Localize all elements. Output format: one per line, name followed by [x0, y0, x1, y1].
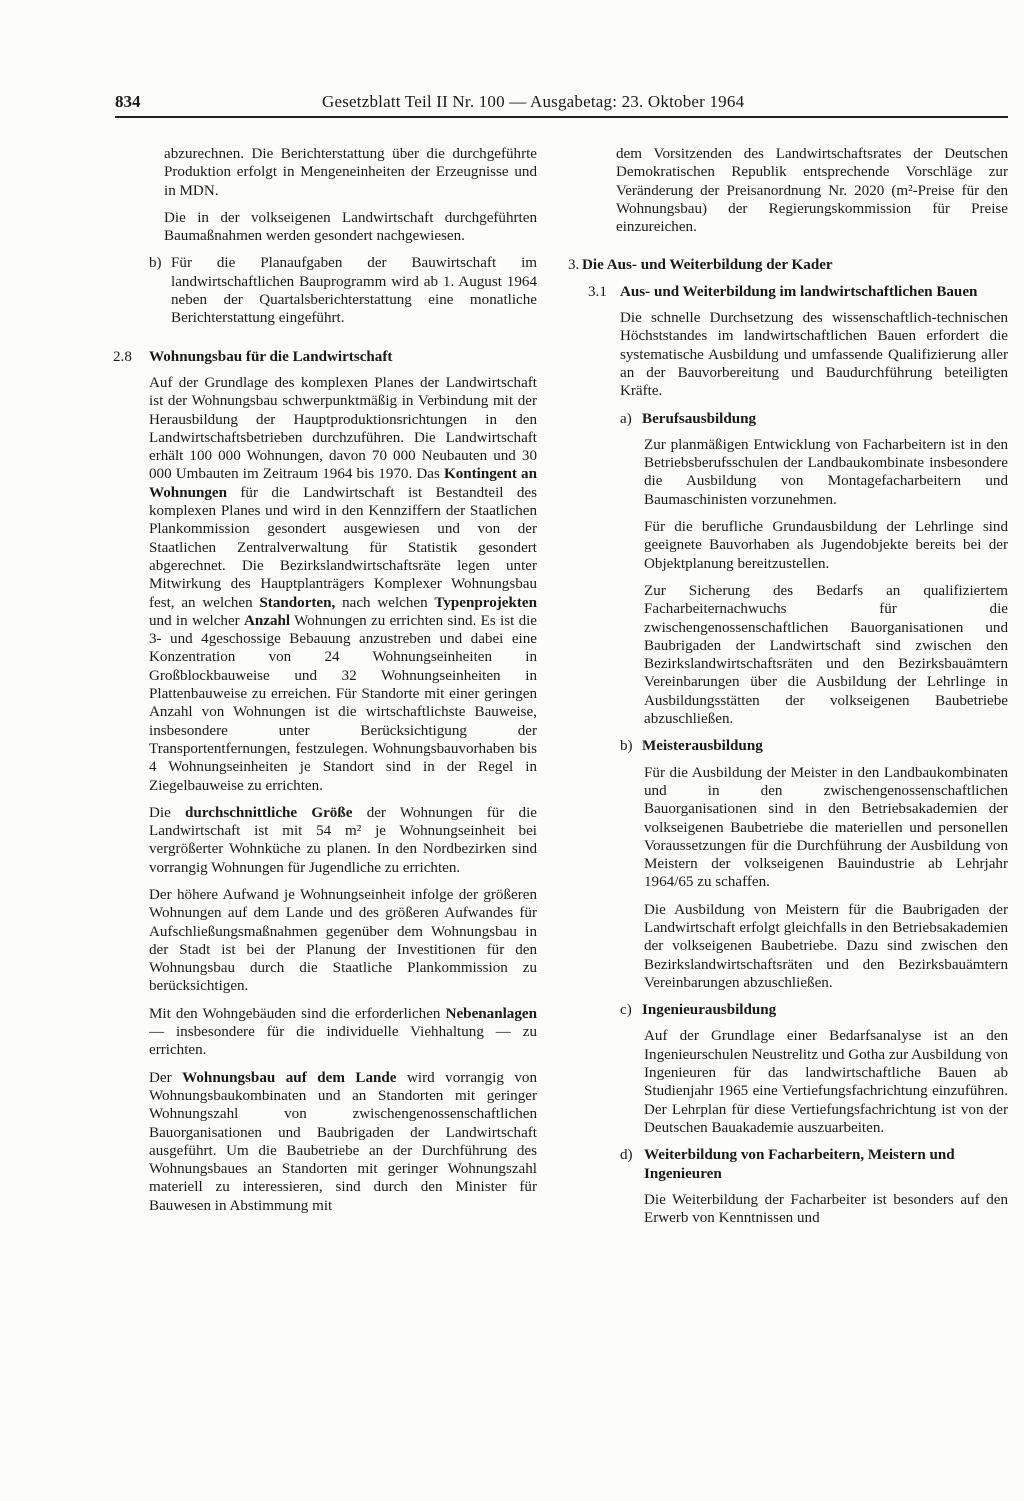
subsection-marker: b) [620, 738, 633, 755]
paragraph: Auf der Grundlage des komplexen Planes der Landwirtschaft ist der Wohnungsbau schwerpunktmäßig in Verbindung mit der Herausbildung der Hauptproduktionsrichtungen in den Landwirtschaftsbetrieben durchzuführen. Die Landwirtschaft erhält 100 000 Wohnungen, davon 70 000 Neubauten und 30 000 Umbauten im Zeitraum 1964 bis 1970. Das Kontingent an Wohnungen für die Landwirtschaft ist Bestandteil des komplexen Planes und wird in den Kennziffern der Staatlichen Plankommission gesondert ausgewiesen und von der Staatlichen Zentralverwaltung für Statistik gesondert abgerechnet. Die Bezirkslandwirtschaftsräte legen unter Mitwirkung des Hauptplanträgers Komplexer Wohnungsbau fest, an welchen Standorten, nach welchen Typenprojekten und in welcher Anzahl Wohnungen zu errichten sind. Es ist die 3- und 4geschossige Bebauung anzustreben und dabei eine Konzentration von 24 Wohnungseinheiten in Großblockbauweise und 32 Wohnungseinheiten in Plattenbauweise zu erreichen. Für Standorte mit einer geringen Anzahl von Wohnungen ist die wirtschaftlichste Bauweise, insbesondere unter Berücksichtigung der Transportentfernungen, festzulegen. Wohnungsbauvorhaben bis 4 Wohnungseinheiten je Standort sind in der Regel in Ziegelbauweise zu errichten. [149, 374, 538, 794]
subsection-marker: a) [620, 410, 632, 427]
paragraph: Für die berufliche Grundausbildung der Lehrlinge sind geeignete Bauvorhaben als Jugendobjekte bereits bei der Objektplanung bereitzustellen. [644, 519, 1008, 572]
section-heading-3 [568, 256, 1008, 274]
paragraph: Die durchschnittliche Größe der Wohnungen für die Landwirtschaft ist mit 54 m² je Wohnungseinheit bei vergrößerter Wohnküche zu planen. In den Nordbezirken sind vorrangig Wohnungen für Jugendliche zu errichten. [149, 804, 537, 876]
subsection-marker: c) [620, 1002, 632, 1019]
section-heading-2-8 [113, 348, 537, 366]
section-heading-3-1 [588, 283, 1008, 301]
paragraph: abzurechnen. Die Berichterstattung über die durchgeführte Produktion erfolgt in Mengeneinheiten der Erzeugnisse und in MDN. [164, 146, 537, 199]
section-number: 3.1 [588, 283, 607, 300]
subsection-a-heading [620, 410, 1008, 428]
section-title: Wohnungsbau für die Landwirtschaft [149, 348, 393, 365]
list-item-b [149, 254, 537, 327]
page-number: 834 [115, 92, 141, 111]
subsection-title: Berufsausbildung [642, 410, 757, 427]
paragraph: Zur Sicherung des Bedarfs an qualifiziertem Facharbeiternachwuchs für die zwischengenossenschaftlichen Bauorganisationen und Baubrigaden der Landwirtschaft sind zwischen den Bezirkslandwirtschaftsräten und den Bezirksbauämtern Vereinbarungen über die Ausbildung der Lehrlinge in Ausbildungsstätten der volkseigenen Baubetriebe abzuschließen. [644, 582, 1008, 728]
paragraph: Der höhere Aufwand je Wohnungseinheit infolge der größeren Wohnungen auf dem Lande und des größeren Aufwandes für Aufschließungsmaßnahmen gegenüber dem Wohnungsbau in der Stadt ist bei der Planung der Investitionen für den Wohnungsbau durch die Staatliche Plankommission zu berücksichtigen. [149, 886, 537, 995]
section-number: 2.8 [113, 348, 132, 365]
running-title: Gesetzblatt Teil II Nr. 100 — Ausgabetag: 23. Oktober 1964 [322, 92, 745, 111]
right-column [568, 145, 1008, 1236]
subsection-marker: d) [620, 1147, 633, 1164]
subsection-c-heading [620, 1001, 1008, 1019]
page-header [115, 88, 1008, 118]
paragraph: Auf der Grundlage einer Bedarfsanalyse ist an den Ingenieurschulen Neustrelitz und Gotha zur Ausbildung von Ingenieuren für das landwirtschaftliche Bauen ab Studienjahr 1965 eine Vertiefungsfachrichtung einzuführen. Der Lehrplan für diese Vertiefungsfachrichtung ist von der Deutschen Bauakademie auszuarbeiten. [644, 1028, 1008, 1136]
paragraph: Die Weiterbildung der Facharbeiter ist besonders auf den Erwerb von Kenntnissen und [644, 1191, 1008, 1227]
paragraph: Die schnelle Durchsetzung des wissenschaftlich-technischen Höchststandes im landwirtschaftlichen Bauen erfordert die systematische Ausbildung und umfassende Qualifizierung aller an der Bauvorbereitung und Baudurchführung beteiligten Kräfte. [620, 310, 1008, 400]
paragraph: Der Wohnungsbau auf dem Lande wird vorrangig von Wohnungsbaukombinaten und an Standorten mit geringer Wohnungszahl von zwischengenossenschaftlichen Bauorganisationen und Baubrigaden der Landwirtschaft ausgeführt. Um die Baubetriebe an der Durchführung des Wohnungsbaues an Standorten mit geringer Wohnungszahl materiell zu interessieren, sind durch den Minister für Bauwesen in Abstimmung mit [149, 1069, 537, 1214]
subsection-title: Ingenieurausbildung [642, 1002, 777, 1019]
list-marker: b) [149, 255, 162, 272]
paragraph: dem Vorsitzenden des Landwirtschaftsrates der Deutschen Demokratischen Republik entsprechende Vorschläge zur Veränderung der Preisanordnung Nr. 2020 (m²-Preise für den Wohnungsbau) der Regierungskommission für Preise einzureichen. [616, 146, 1008, 236]
list-item-text: Für die Planaufgaben der Bauwirtschaft im landwirtschaftlichen Bauprogramm wird ab 1. August 1964 neben der Quartalsberichterstattung eine monatliche Berichterstattung eingeführt. [171, 255, 537, 327]
subsection-d-heading [620, 1146, 1008, 1183]
subsection-title: Meisterausbildung [642, 738, 763, 755]
paragraph: Die in der volkseigenen Landwirtschaft durchgeführten Baumaßnahmen werden gesondert nachgewiesen. [164, 209, 537, 245]
subsection-b-heading [620, 737, 1008, 755]
paragraph: Die Ausbildung von Meistern für die Baubrigaden der Landwirtschaft erfolgt gleichfalls in den Betriebsakademien der volkseigenen Baubetriebe. Dazu sind zwischen den Bezirkslandwirtschaftsräten und den Bezirksbauämtern Vereinbarungen abzuschließen. [644, 901, 1008, 991]
section-title: Die Aus- und Weiterbildung der Kader [582, 257, 833, 274]
paragraph: Für die Ausbildung der Meister in den Landbaukombinaten und in den zwischengenossenschaftlichen Bauorganisationen sind in den Betriebsakademien der volkseigenen Baubetriebe die materiellen und personellen Voraussetzungen für die Durchführung der Ausbildung von Meistern der volkseigenen Bauindustrie ab Lehrjahr 1964/65 zu schaffen. [644, 764, 1008, 891]
section-number: 3. [568, 257, 580, 274]
paragraph: Mit den Wohngebäuden sind die erforderlichen Nebenanlagen — insbesondere für die individuelle Viehhaltung — zu errichten. [149, 1005, 537, 1059]
left-column [113, 145, 537, 1224]
section-title: Aus- und Weiterbildung im landwirtschaftlichen Bauen [620, 283, 978, 300]
paragraph: Zur planmäßigen Entwicklung von Facharbeitern ist in den Betriebsberufsschulen der Landbaukombinate insbesondere die Ausbildung von Montagefacharbeitern und Baumaschinisten vorzunehmen. [644, 436, 1008, 508]
subsection-title: Weiterbildung von Facharbeitern, Meistern und Ingenieuren [644, 1147, 955, 1182]
